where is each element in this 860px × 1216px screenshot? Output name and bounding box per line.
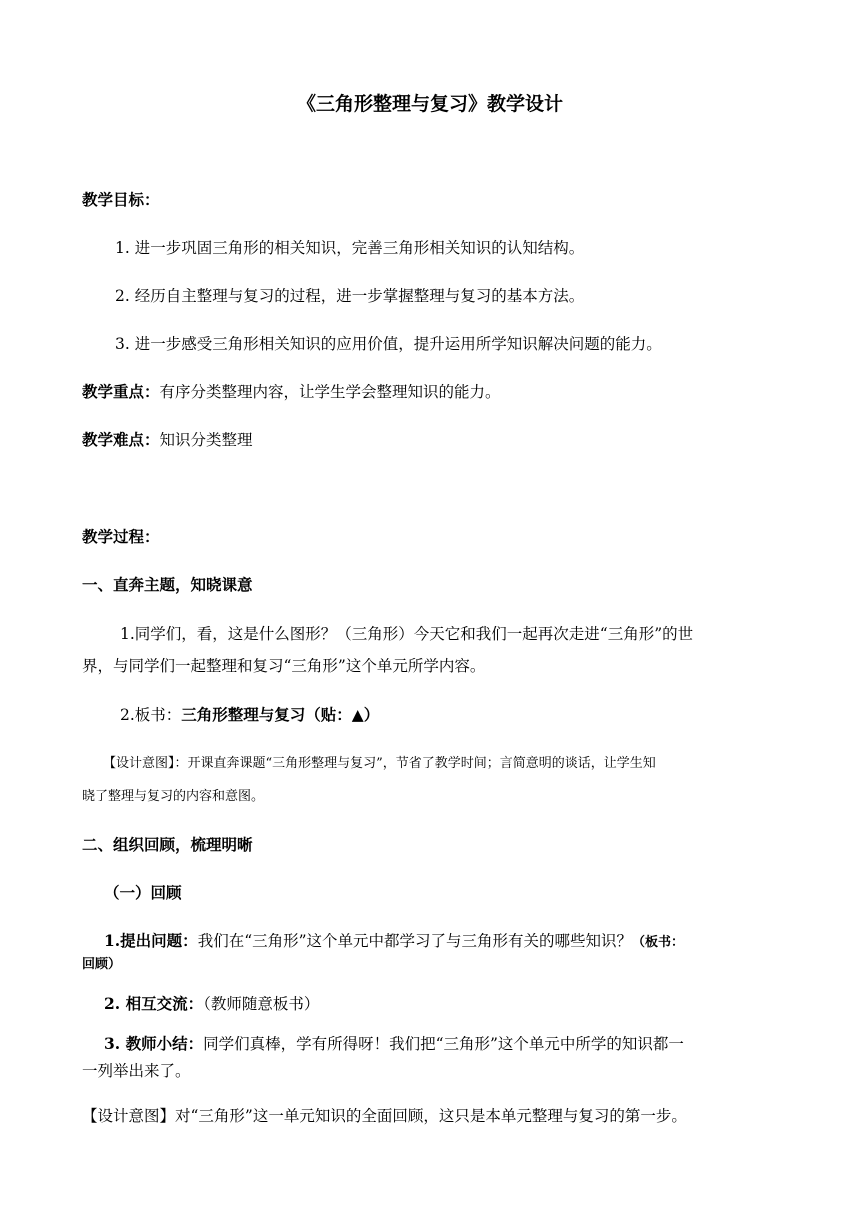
section2-sub1: （一）回顾 <box>104 883 182 902</box>
objective-item-3: 3. 进一步感受三角形相关知识的应用价值，提升运用所学知识解决问题的能力。 <box>115 335 662 353</box>
section2-intent: 【设计意图】对“三角形”这一单元知识的全面回顾，这只是本单元整理与复习的第一步。 <box>82 1107 687 1125</box>
step1-line1 <box>104 931 778 953</box>
key-point-text: 有序分类整理内容，让学生学会整理知识的能力。 <box>159 383 501 401</box>
step3-line2: 一列举出来了。 <box>82 1062 191 1080</box>
step1-note-a: （板书： <box>632 935 685 950</box>
step1-label: 1.提出问题： <box>104 931 198 950</box>
section1-heading: 一、直奔主题，知晓课意 <box>82 575 253 594</box>
section1-intent-line1: 【设计意图】：开课直奔课题“三角形整理与复习”，节省了教学时间；言简意明的谈话，让学生知 <box>103 756 656 771</box>
step3-label: 3. 教师小结： <box>104 1034 204 1053</box>
section1-paragraph2 <box>120 705 778 725</box>
key-point <box>82 382 778 402</box>
board-label: 2.板书： <box>120 706 182 724</box>
difficulty <box>82 430 778 450</box>
step3-text-1: 同学们真棒，学有所得呀！我们把“三角形”这个单元中所学的知识都一 <box>203 1035 684 1053</box>
document-title: 《三角形整理与复习》教学设计 <box>296 93 563 115</box>
objectives-heading: 教学目标： <box>82 190 160 209</box>
section2-heading: 二、组织回顾，梳理明晰 <box>82 835 253 854</box>
section1-paragraph1-line2: 界，与同学们一起整理和复习“三角形”这个单元所学内容。 <box>82 657 486 675</box>
objective-item-2: 2. 经历自主整理与复习的过程，进一步掌握整理与复习的基本方法。 <box>115 287 585 305</box>
step3-line1 <box>104 1034 778 1054</box>
difficulty-text: 知识分类整理 <box>159 431 253 449</box>
section1-intent-line2: 晓了整理与复习的内容和意图。 <box>82 789 265 804</box>
step1-note-b: 回顾） <box>82 957 122 972</box>
section1-paragraph1-line1: 1.同学们，看，这是什么图形？（三角形）今天它和我们一起再次走进“三角形”的世 <box>120 625 694 643</box>
difficulty-label: 教学难点： <box>82 430 160 449</box>
board-text: 三角形整理与复习（贴：▲） <box>181 705 380 724</box>
step2-label: 2. 相互交流： <box>104 994 204 1013</box>
objective-item-1: 1. 进一步巩固三角形的相关知识，完善三角形相关知识的认知结构。 <box>115 239 585 257</box>
process-heading: 教学过程： <box>82 527 160 546</box>
key-point-label: 教学重点： <box>82 382 160 401</box>
step2 <box>104 994 778 1014</box>
step1-text: 我们在“三角形”这个单元中都学习了与三角形有关的哪些知识？ <box>197 932 633 950</box>
step2-text: （教师随意板书） <box>203 995 320 1013</box>
